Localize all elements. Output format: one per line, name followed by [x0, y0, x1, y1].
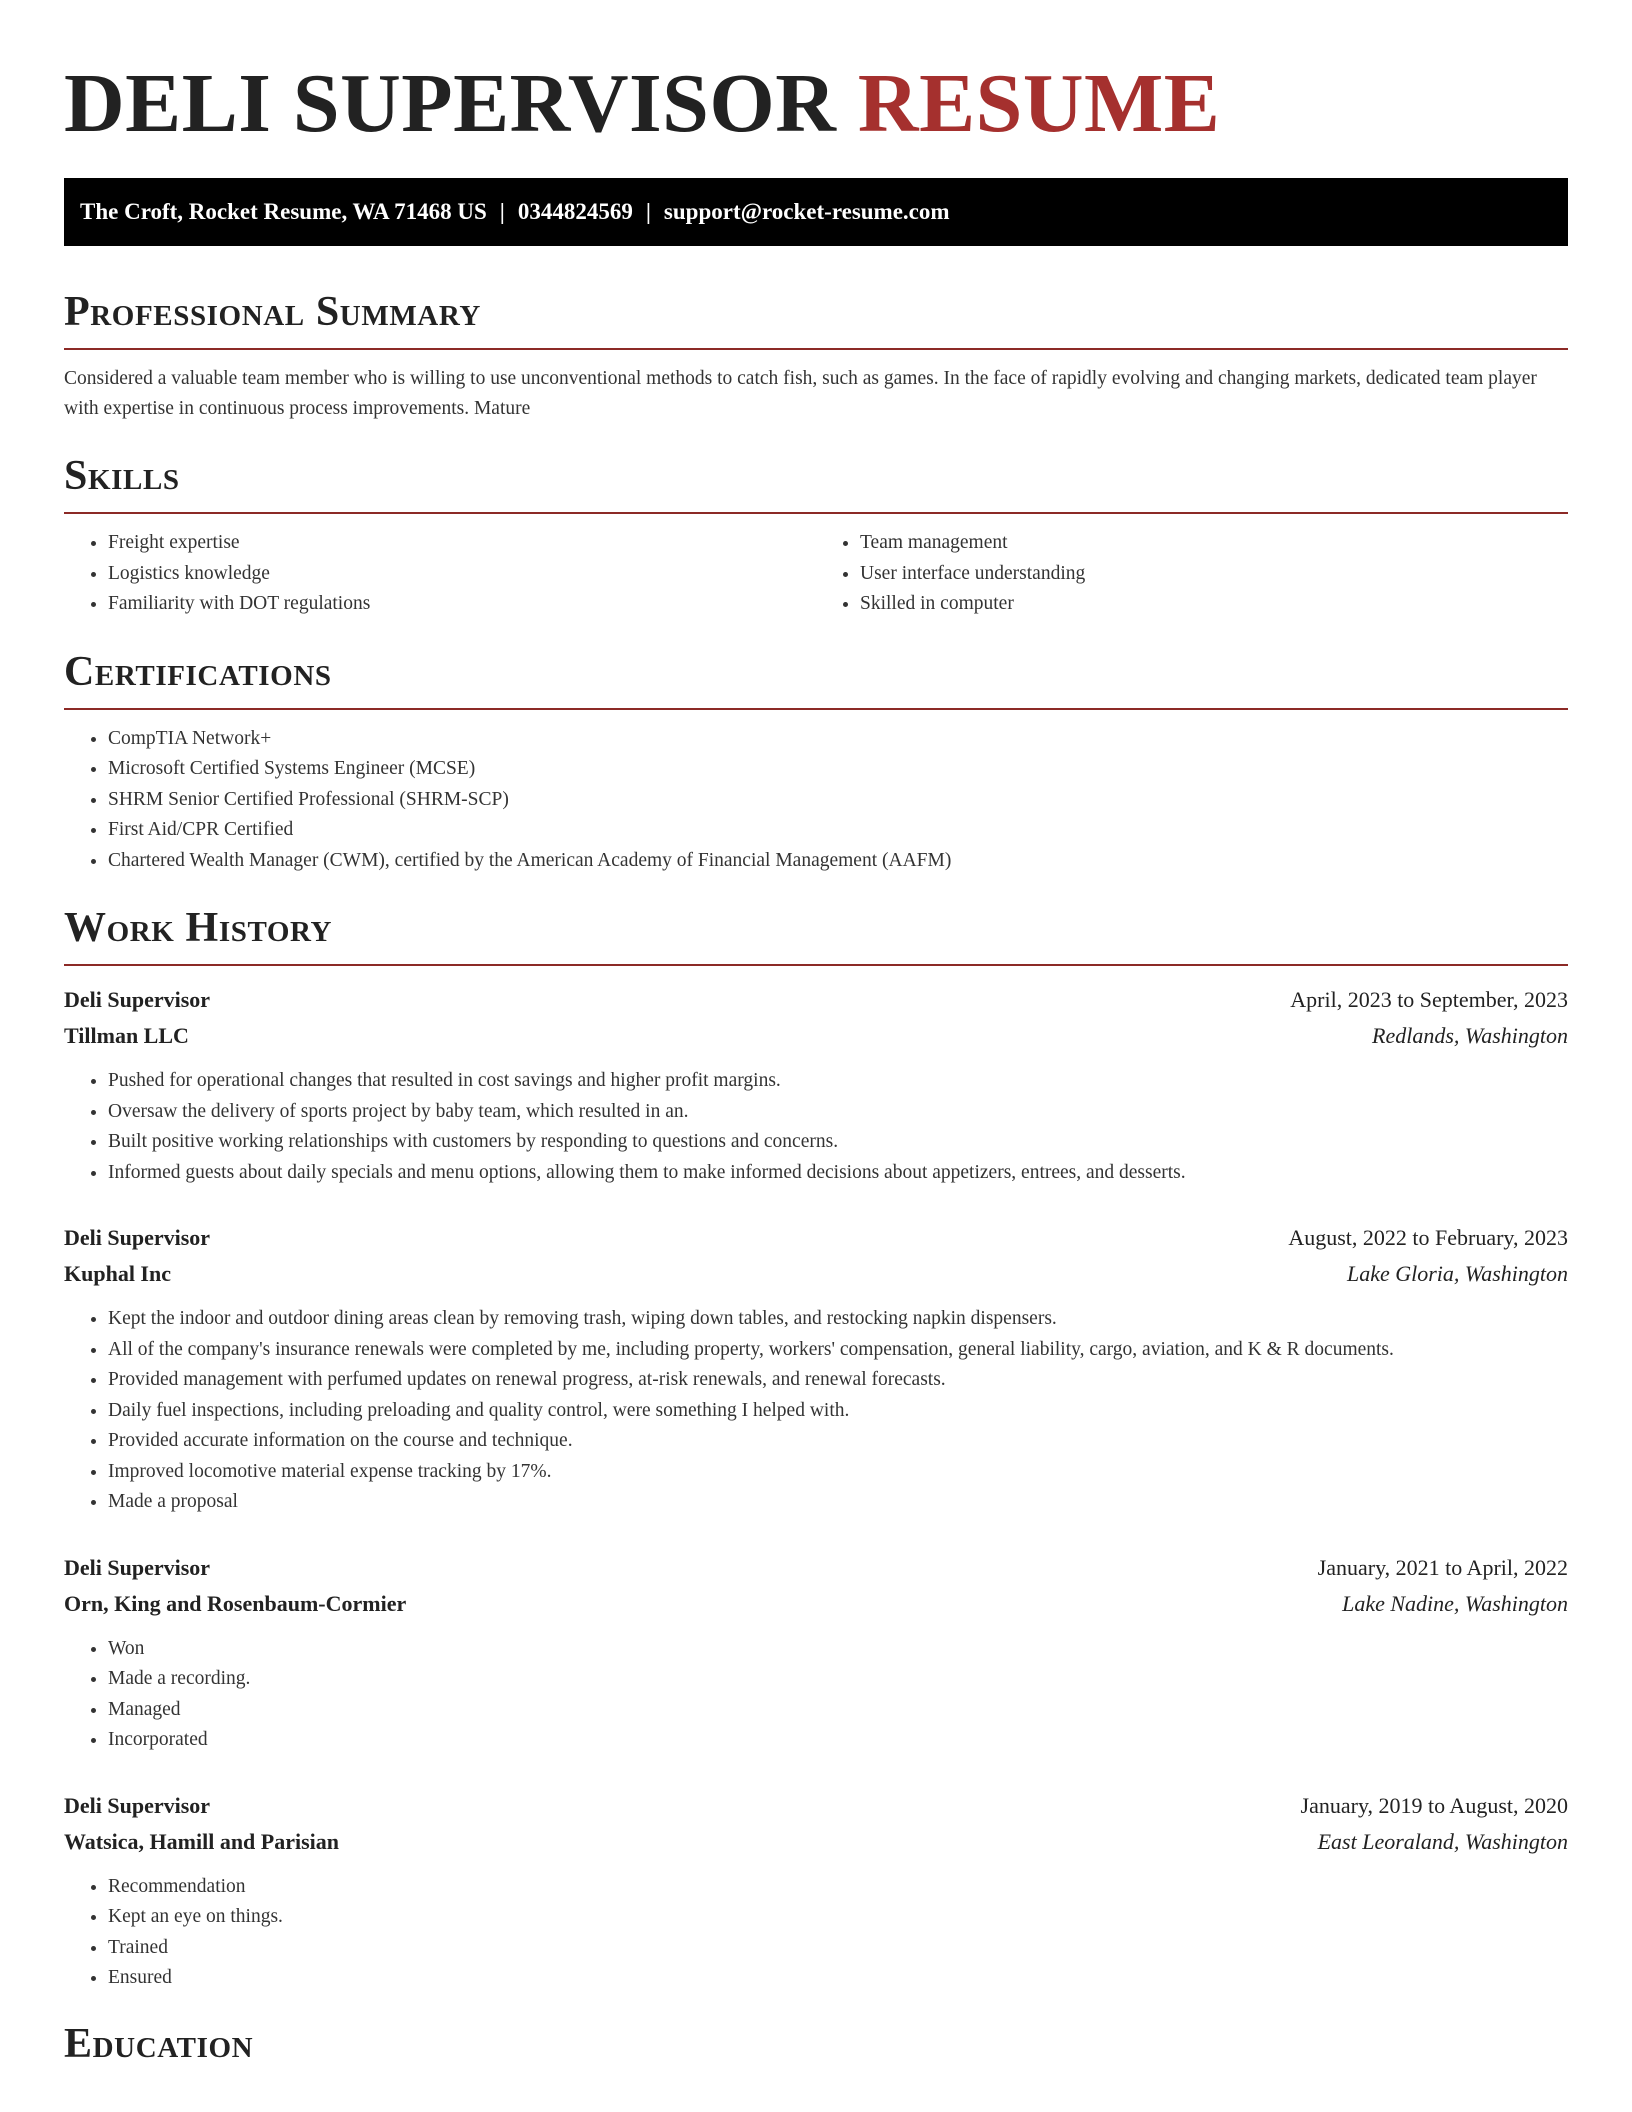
job-company: Orn, King and Rosenbaum-Cormier	[64, 1590, 407, 1616]
job-bullet: • Oversaw the delivery of sports project by baby team, which resulted in an.	[108, 1097, 1568, 1128]
job-bullet: • Provided accurate information on the course and technique.	[108, 1426, 1568, 1457]
skill-item: • Logistics knowledge	[108, 559, 816, 590]
summary-section	[64, 286, 1568, 424]
job-bullets	[64, 1066, 1568, 1188]
job-title: Deli Supervisor	[64, 1554, 211, 1580]
job-company: Tillman LLC	[64, 1023, 189, 1048]
job-entry	[64, 1788, 1568, 1994]
skill-item: • Familiarity with DOT regulations	[108, 589, 816, 620]
job-bullets	[64, 1634, 1568, 1756]
job-bullets	[64, 1872, 1568, 1994]
job-bullet: • All of the company's insurance renewals were completed by me, including property, workers' compensation, general liability, cargo, aviation, and K & R documents.	[108, 1335, 1568, 1366]
section-divider	[64, 348, 1568, 350]
skill-item: • Skilled in computer	[860, 589, 1568, 620]
job-company: Kuphal Inc	[64, 1261, 171, 1286]
job-bullet: • Made a proposal	[108, 1487, 1568, 1518]
job-header-row	[64, 1788, 1568, 1824]
certification-item: • SHRM Senior Certified Professional (SHRM-SCP)	[108, 785, 1568, 816]
skills-grid	[64, 514, 1568, 620]
job-entry	[64, 982, 1568, 1188]
job-company-row	[64, 1586, 1568, 1622]
section-heading-summary: Professional Summary	[64, 289, 481, 335]
job-bullet: • Pushed for operational changes that resulted in cost savings and higher profit margins.	[108, 1066, 1568, 1097]
contact-separator: |	[499, 199, 505, 224]
section-heading-work-history: Work History	[64, 905, 333, 951]
job-dates: January, 2021 to April, 2022	[1317, 1554, 1568, 1580]
job-location: Lake Nadine, Washington	[1342, 1590, 1568, 1616]
section-heading-education: Education	[64, 2020, 254, 2067]
job-dates: January, 2019 to August, 2020	[1300, 1792, 1568, 1818]
job-title: Deli Supervisor	[64, 987, 211, 1012]
job-company: Watsica, Hamill and Parisian	[64, 1828, 340, 1854]
job-company-row	[64, 1824, 1568, 1860]
certifications-list	[64, 724, 1568, 877]
job-dates: April, 2023 to September, 2023	[1290, 987, 1568, 1012]
skills-section	[64, 450, 1568, 620]
certification-item: • CompTIA Network+	[108, 724, 1568, 755]
job-entry	[64, 1220, 1568, 1518]
job-bullet: • Improved locomotive material expense tracking by 17%.	[108, 1457, 1568, 1488]
section-heading-skills: Skills	[64, 453, 180, 499]
job-header-row	[64, 1550, 1568, 1586]
education-section	[64, 2018, 1568, 2070]
certification-item: • First Aid/CPR Certified	[108, 815, 1568, 846]
job-bullet: • Managed	[108, 1695, 1568, 1726]
contact-phone: 0344824569	[517, 199, 633, 224]
certification-item: • Microsoft Certified Systems Engineer (MCSE)	[108, 754, 1568, 785]
job-company-row	[64, 1018, 1568, 1054]
title-accent: RESUME	[857, 57, 1221, 150]
job-bullet: • Kept the indoor and outdoor dining areas clean by removing trash, wiping down tables, and restocking napkin dispensers.	[108, 1304, 1568, 1335]
resume-title	[64, 0, 1568, 152]
job-bullets	[64, 1304, 1568, 1518]
job-location: East Leoraland, Washington	[1317, 1828, 1568, 1854]
section-divider	[64, 708, 1568, 710]
job-bullet: • Kept an eye on things.	[108, 1902, 1568, 1933]
contact-separator: |	[645, 199, 651, 224]
job-company-row	[64, 1256, 1568, 1292]
section-divider	[64, 964, 1568, 966]
skill-item: • User interface understanding	[860, 559, 1568, 590]
job-bullet: • Ensured	[108, 1963, 1568, 1994]
skill-item: • Freight expertise	[108, 528, 816, 559]
job-title: Deli Supervisor	[64, 1225, 211, 1250]
work-history-section	[64, 902, 1568, 1994]
job-location: Lake Gloria, Washington	[1346, 1261, 1568, 1286]
certification-item: • Chartered Wealth Manager (CWM), certified by the American Academy of Financial Management (AAFM)	[108, 846, 1568, 877]
skills-list-left	[64, 528, 816, 620]
contact-bar	[64, 178, 1568, 246]
contact-address: The Croft, Rocket Resume, WA 71468 US	[80, 199, 487, 224]
resume-page	[64, 0, 1568, 2070]
job-bullet: • Incorporated	[108, 1725, 1568, 1756]
job-bullet: • Informed guests about daily specials and menu options, allowing them to make informed decisions about appetizers, entrees, and desserts.	[108, 1158, 1568, 1189]
job-dates: August, 2022 to February, 2023	[1288, 1225, 1568, 1250]
section-heading-certifications: Certifications	[64, 648, 332, 695]
job-bullet: • Made a recording.	[108, 1664, 1568, 1695]
job-header-row	[64, 1220, 1568, 1256]
job-bullet: • Provided management with perfumed updates on renewal progress, at-risk renewals, and renewal forecasts.	[108, 1365, 1568, 1396]
summary-text: Considered a valuable team member who is willing to use unconventional methods to catch fish, such as games. In the face of rapidly evolving and changing markets, dedicated team player with expertise in continuous process improvements. Mature	[64, 368, 1537, 419]
job-location: Redlands, Washington	[1372, 1023, 1568, 1048]
job-bullet: • Won	[108, 1634, 1568, 1665]
job-bullet: • Daily fuel inspections, including preloading and quality control, were something I helped with.	[108, 1396, 1568, 1427]
job-bullet: • Recommendation	[108, 1872, 1568, 1903]
title-main: DELI SUPERVISOR	[64, 57, 837, 150]
job-bullet: • Built positive working relationships with customers by responding to questions and concerns.	[108, 1127, 1568, 1158]
skill-item: • Team management	[860, 528, 1568, 559]
job-title: Deli Supervisor	[64, 1792, 211, 1818]
contact-email[interactable]: support@rocket-resume.com	[663, 199, 950, 224]
skills-list-right	[816, 528, 1568, 620]
job-bullet: • Trained	[108, 1933, 1568, 1964]
job-header-row	[64, 982, 1568, 1018]
certifications-section	[64, 646, 1568, 877]
job-entry	[64, 1550, 1568, 1756]
